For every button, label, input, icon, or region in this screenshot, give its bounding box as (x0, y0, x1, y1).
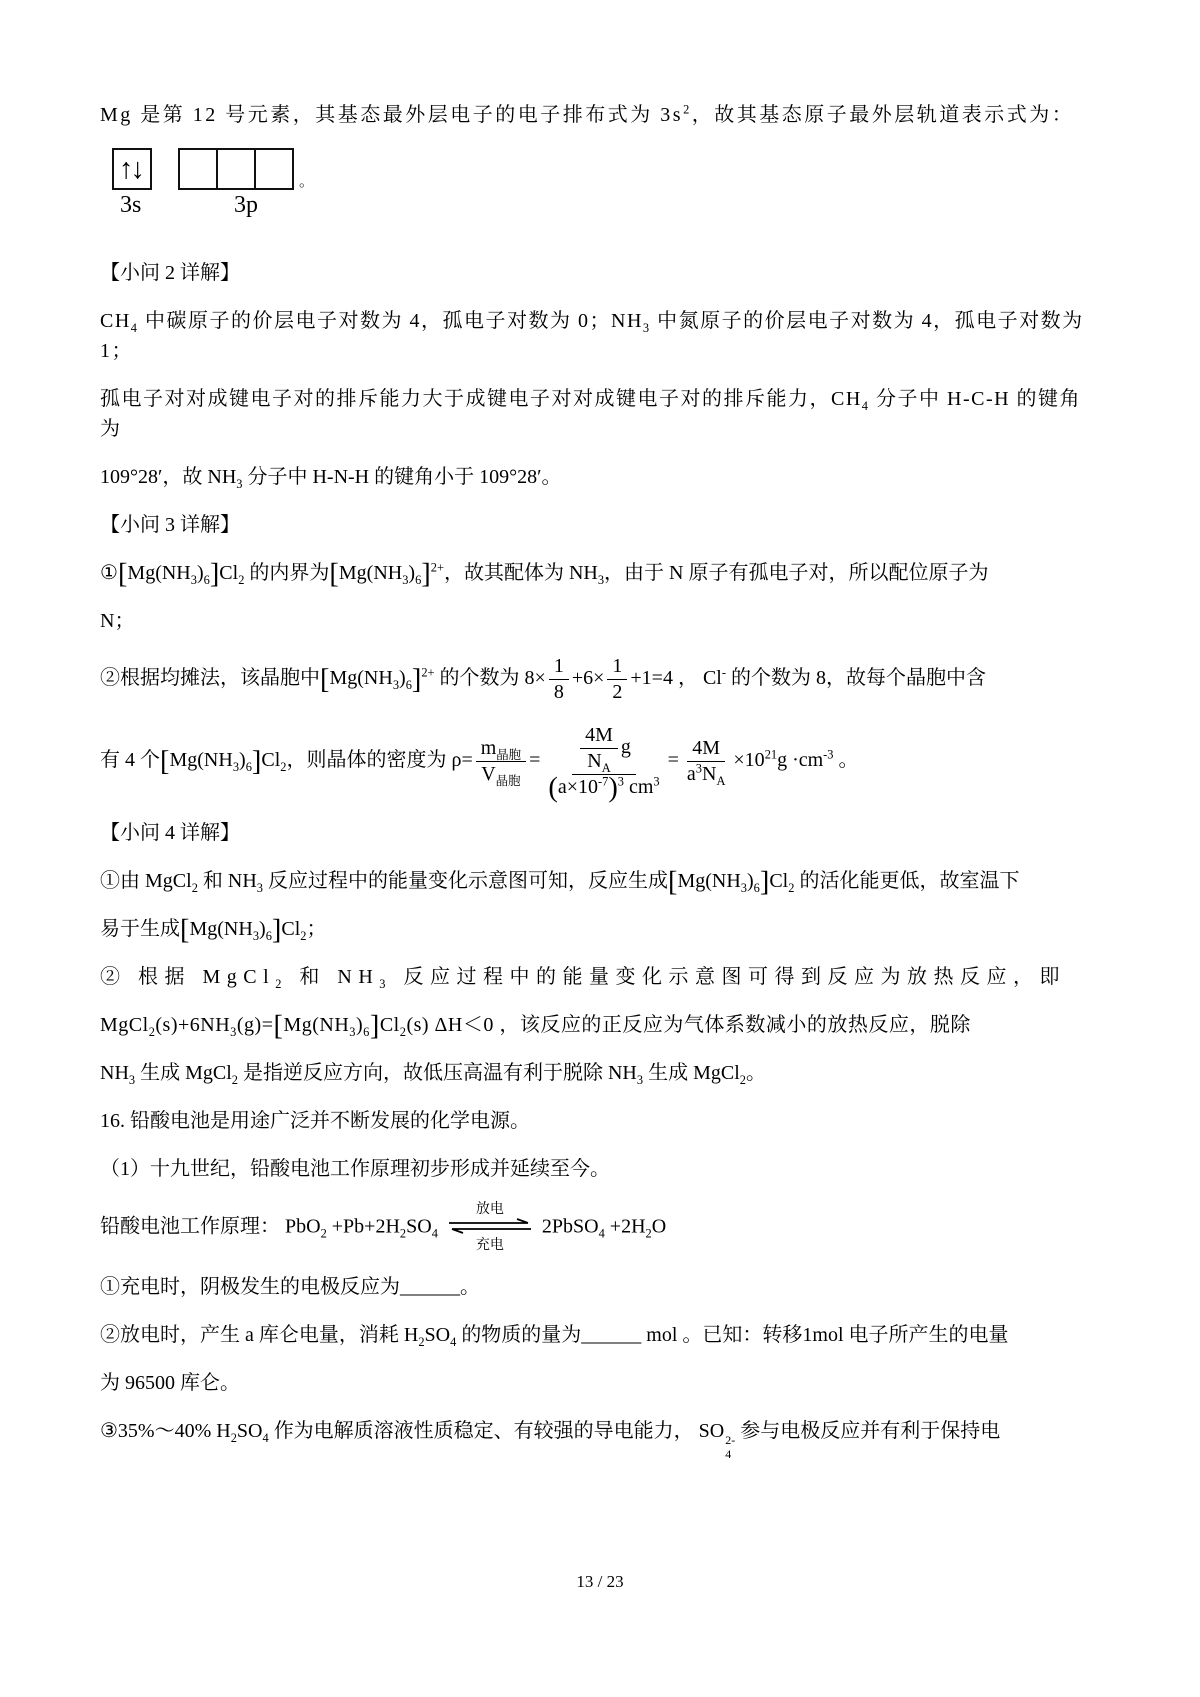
orbital-box-3s (112, 148, 152, 190)
reversible-reaction-arrow (446, 1202, 534, 1254)
orbital-box-3p-cell (178, 148, 218, 190)
para-battery-principle: 铅酸电池工作原理： $PbO_2 +Pb+2H_2SO_4$ 放电 充电 2PbSO$_4$ $+2H_2O$ (100, 1202, 667, 1254)
orbital-box-3p-cell (216, 148, 256, 190)
para-n-semicolon: N； (100, 610, 135, 632)
double-harpoon-icon (446, 1218, 534, 1238)
para-heat-justified: ② 根据 MgCl$_2$ 和 $NH_3$ 反应过程中的能量变化示意图可得到反应为放热反应，即 (100, 966, 1066, 991)
orbital-boxes-row (112, 148, 1100, 190)
heading-subq3: 【小问 3 详解】 (100, 514, 240, 536)
heading-subq2: 【小问 2 详解】 (100, 262, 240, 284)
heading-subq4: 【小问 4 详解】 (100, 822, 240, 844)
para-q16-intro: 16. 铅酸电池是用途广泛并不断发展的化学电源。 (100, 1110, 530, 1132)
period-mark: 。 (299, 174, 315, 190)
fraction: $\frac{4M}{N_A}$ (580, 723, 618, 774)
orbital-diagram (112, 148, 1100, 244)
para-bond-angle: 109°28′，故 $NH_3$ 分子中 H-N-H 的键角小于 109°28′。 (100, 466, 562, 491)
orbital-box-3p-cell (254, 148, 294, 190)
page-number: 13 / 23 (576, 1572, 624, 1591)
para-coulomb: 为 96500 库仑。 (100, 1372, 240, 1395)
para-q16-1-2: ②放电时，产生 a 库仑电量，消耗 $H_2SO_4$ 的物质的量为______ mol 。已知：转移1mol 电子所产生的电量 (100, 1324, 1009, 1350)
label-3s: 3s (120, 192, 142, 218)
para-q16-1-1: ①充电时，阴极发生的电极反应为______。 (100, 1276, 480, 1299)
para-unit-cell-count: ②根据均摊法，该晶胞中$[Mg(NH_3)_6]^{2+}$ 的个数为 8× $\frac{1}{8}$ +6× $\frac{1}{2}$ +1=4 ， Cl- 的个数为 8，故每个晶胞中含 (100, 655, 986, 703)
fraction: $\frac{4M}{N_A}$ g $(a\times 10^{-7})^3$ $cm^3$ (548, 724, 660, 804)
text-flow-top (100, 100, 1100, 130)
para-q16-1-3: ③35%～40% $H_2SO_4$ 作为电解质溶液性质稳定、有较强的导电能力， SO 2- 4 参与电极反应并有利于保持电 (100, 1420, 1001, 1461)
para-easy-to-form: 易于生成$[Mg(NH_3)_6]Cl_2$； (100, 914, 327, 946)
fraction: $\frac{4M}{a^3N_A}$ (686, 737, 726, 788)
para-q16-1: （1）十九世纪，铅酸电池工作原理初步形成并延续至今。 (100, 1158, 610, 1180)
fraction: $\frac{1}{8}$ (549, 654, 569, 705)
orbital-labels (112, 190, 1100, 224)
para-inner-sphere: $①[Mg(NH_3)_6]Cl_2$ 的内界为$[Mg(NH_3)_6]^{2+}$，故其配体为 $NH_3$，由于 N 原子有孤电子对，所以配位原子为 (100, 558, 989, 590)
para-reverse-direction: $NH_3$ 生成 MgCl$_2$ 是指逆反应方向，故低压高温有利于脱除 $NH_3$ 生成 MgCl$_2$。 (100, 1062, 766, 1087)
para-energy-diagram-1: ①由 MgCl$_2$ 和 $NH_3$ 反应过程中的能量变化示意图可知，反应生成$[Mg(NH_3)_6]Cl_2$ 的活化能更低，故室温下 (100, 866, 1020, 898)
para-ch4-nh3-pairs: $CH_4$ 中碳原子的价层电子对数为 4，孤电子对数为 0；$NH_3$ 中氮原子的价层电子对数为 4，孤电子对数为 1； (100, 310, 1084, 362)
para-mg-electron-config: Mg 是第 12 号元素，其基态最外层电子的电子排布式为 $3s^2$，故其基态原子最外层轨道表示式为： (100, 102, 1075, 126)
para-lone-pair-repulsion: 孤电子对对成键电子对的排斥能力大于成键电子对对成键电子对的排斥能力，$CH_4$ 分子中 H-C-H 的键角为 (100, 388, 1082, 440)
charge-label: 充电 (475, 1238, 504, 1254)
fraction: $\frac{1}{2}$ (607, 654, 627, 705)
electron-pair-arrows: ↑↓ (119, 152, 142, 185)
stacked-charge-subscript: 2- 4 (725, 1432, 736, 1461)
discharge-label: 放电 (475, 1202, 504, 1217)
orbital-boxes-3p (178, 148, 294, 190)
para-reaction-equation: $MgCl_2(s)+6NH_3(g)=[Mg(NH_3)_6]Cl_2(s)$ ΔH＜0 ，该反应的正反应为气体系数减小的放热反应，脱除 (100, 1010, 971, 1042)
fraction: $\frac{m_{晶胞}}{V_{晶胞}}$ (476, 736, 526, 787)
text-flow-main (100, 258, 1100, 1461)
label-3p: 3p (234, 192, 258, 218)
para-density-formula: 有 4 个$[Mg(NH_3)_6]Cl_2$，则晶体的密度为 ρ= $\frac{m_{晶胞}}{V_{晶胞}}$ = $\frac{4M}{N_A}$ g $(a\times 10^{-7})^3$ $cm^3$ = $\frac{4M}{a^3N_A}$ $\times 10^{21}g \cdot cm^{-3}$ 。 (100, 724, 859, 804)
